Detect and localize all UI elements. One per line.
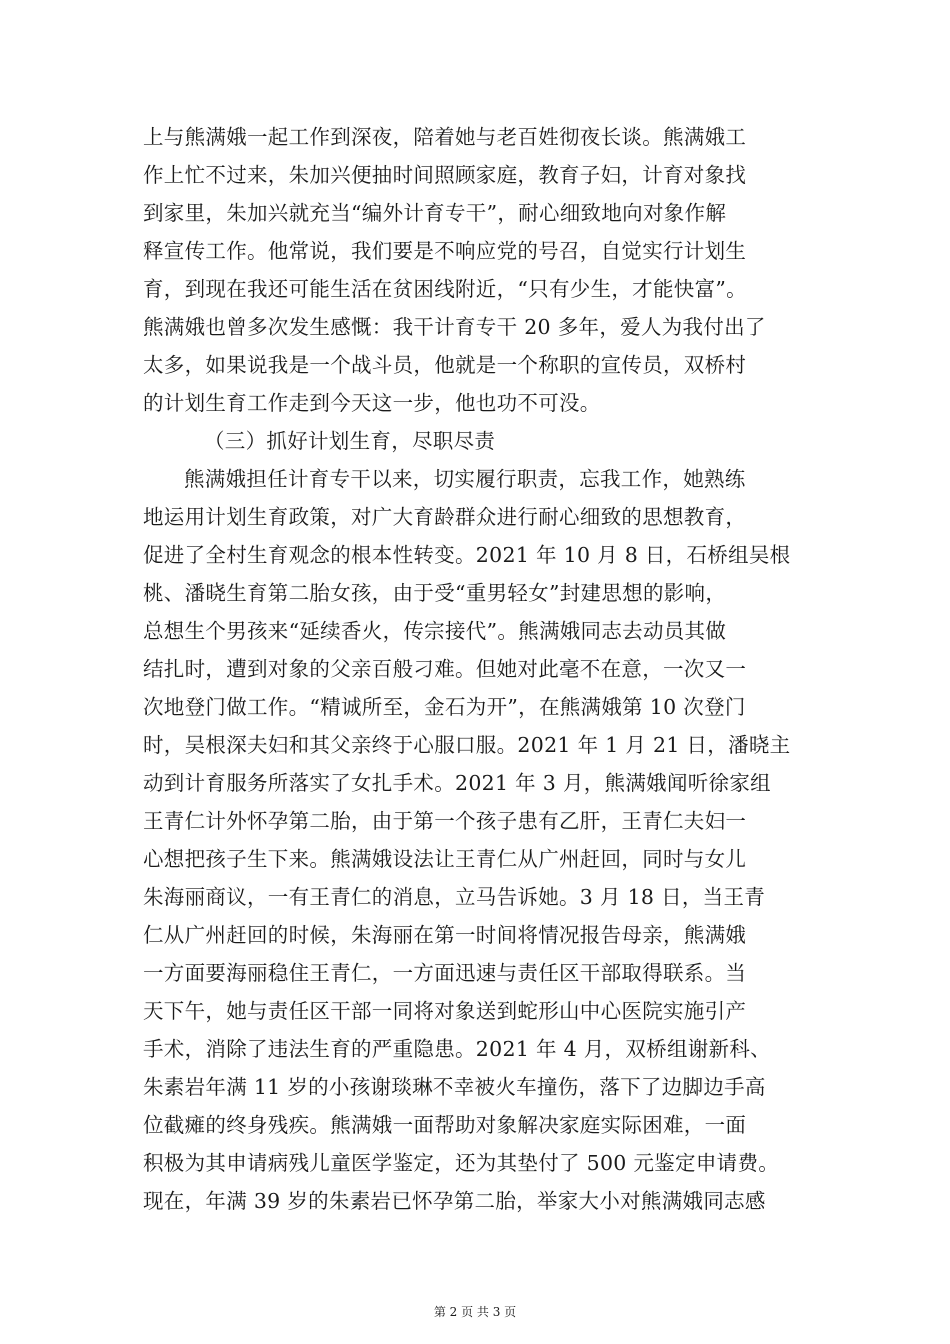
text-line: 位截瘫的终身残疾。熊满娥一面帮助对象解决家庭实际困难，一面 [143,1113,747,1137]
text-line: 释宣传工作。他常说，我们要是不响应党的号召，自觉实行计划生 [143,239,747,263]
text-line: 结扎时，遭到对象的父亲百般刁难。但她对此毫不在意，一次又一 [143,657,747,681]
text-line: 王青仁计外怀孕第二胎，由于第一个孩子患有乙肝，王青仁夫妇一 [143,809,747,833]
text-line: 心想把孩子生下来。熊满娥设法让王青仁从广州赶回，同时与女儿 [143,847,747,871]
text-line: 促进了全村生育观念的根本性转变。2021 年 10 月 8 日，石桥组吴根 [143,543,791,567]
text-line: 时，吴根深夫妇和其父亲终于心服口服。2021 年 1 月 21 日，潘晓主 [143,733,791,757]
text-line: 上与熊满娥一起工作到深夜，陪着她与老百姓彻夜长谈。熊满娥工 [143,125,747,149]
text-line: 天下午，她与责任区干部一同将对象送到蛇形山中心医院实施引产 [143,999,747,1023]
document-body [143,118,823,1220]
page-footer: 第 2 页 共 3 页 [433,1305,517,1319]
section-heading: （三）抓好计划生育，尽职尽责 [204,429,496,453]
text-line: 动到计育服务所落实了女扎手术。2021 年 3 月，熊满娥闻听徐家组 [143,771,771,795]
text-line: 朱海丽商议，一有王青仁的消息，立马告诉她。3 月 18 日，当王青 [143,885,766,909]
text-line: 次地登门做工作。“精诚所至，金石为开”，在熊满娥第 10 次登门 [143,695,746,719]
text-line: 的计划生育工作走到今天这一步，他也功不可没。 [143,391,601,415]
text-line: 现在，年满 39 岁的朱素岩已怀孕第二胎，举家大小对熊满娥同志感 [143,1189,766,1213]
text-line: 总想生个男孩来“延续香火，传宗接代”。熊满娥同志去动员其做 [143,619,727,643]
text-line: 积极为其申请病残儿童医学鉴定，还为其垫付了 500 元鉴定申请费。 [143,1151,780,1175]
text-line: 育，到现在我还可能生活在贫困线附近，“只有少生，才能快富”。 [143,277,747,301]
text-line: 桃、潘晓生育第二胎女孩，由于受“重男轻女”封建思想的影响， [143,581,727,605]
text-line: 手术，消除了违法生育的严重隐患。2021 年 4 月，双桥组谢新科、 [143,1037,771,1061]
text-line: 地运用计划生育政策，对广大育龄群众进行耐心细致的思想教育， [143,505,747,529]
text-line: 太多，如果说我是一个战斗员，他就是一个称职的宣传员，双桥村 [143,353,747,377]
text-line: 作上忙不过来，朱加兴便抽时间照顾家庭，教育子妇，计育对象找 [143,163,747,187]
text-line: 仁从广州赶回的时候，朱海丽在第一时间将情况报告母亲，熊满娥 [143,923,747,947]
text-line: 到家里，朱加兴就充当“编外计育专干”，耐心细致地向对象作解 [143,201,727,225]
text-line: 朱素岩年满 11 岁的小孩谢琰琳不幸被火车撞伤，落下了边脚边手高 [143,1075,766,1099]
text-line: 熊满娥担任计育专干以来，切实履行职责，忘我工作，她熟练 [184,467,746,491]
text-line: 熊满娥也曾多次发生感慨：我干计育专干 20 多年，爱人为我付出了 [143,315,766,339]
text-line: 一方面要海丽稳住王青仁，一方面迅速与责任区干部取得联系。当 [143,961,747,985]
